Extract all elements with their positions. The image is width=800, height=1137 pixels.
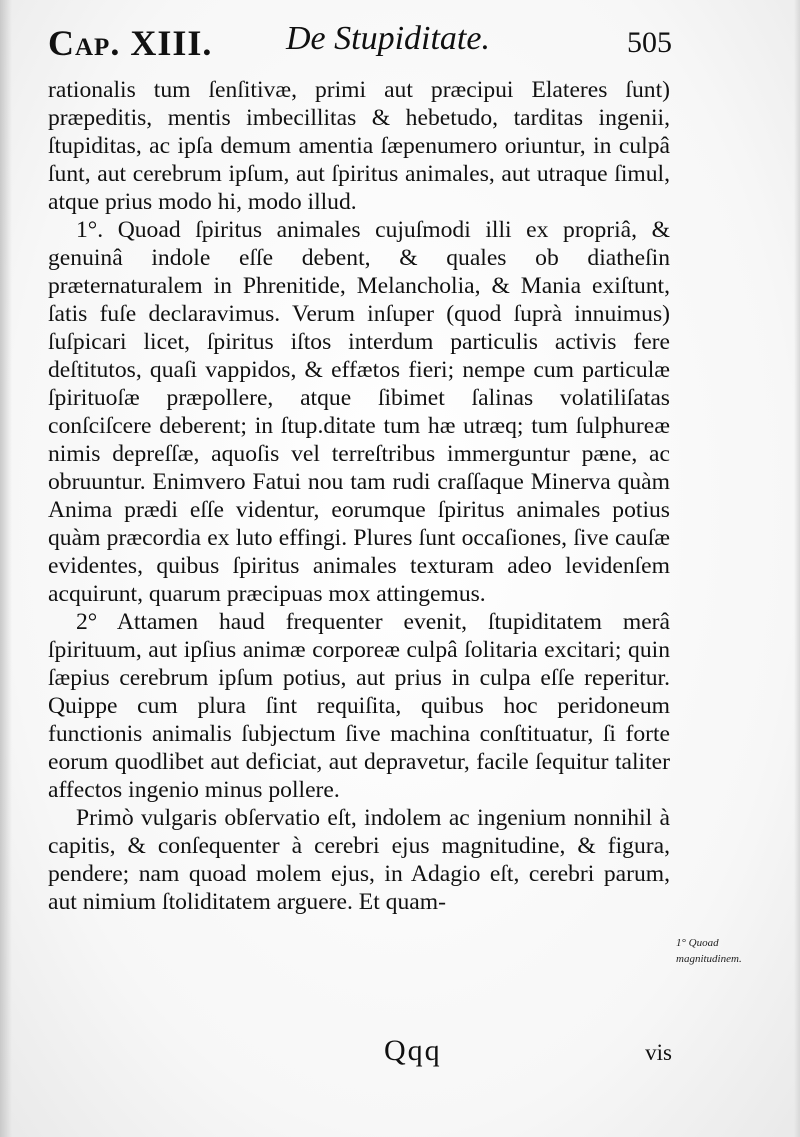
paragraph-3: 2° Attamen haud frequenter evenit, ſtupiditatem merâ ſpirituum, aut ipſius animæ corporeæ culpâ ſolitaria excitari; quin ſæpius cerebrum ipſum potius, aut prius in culpa eſſe reperitur. Quippe cum plura ſint requiſita, quibus hoc peridoneum functionis animalis ſubjectum ſive machina conſtituatur, ſi forte eorum quodlibet aut deficiat, aut depravetur, facile ſequitur taliter affectos ingenio minus pollere. [48,609,670,803]
chapter-heading: Cap. XIII. [48,23,213,63]
main-text [48,76,670,1076]
paragraph-1: rationalis tum ſenſitivæ, primi aut præcipui Elateres ſunt) præpeditis, mentis imbecillitas & hebetudo, tarditas ingenii, ſtupiditas, ac ipſa demum amentia ſæpenumero oriuntur, in culpâ ſunt, aut cerebrum ipſum, aut ſpiritus animales, aut utraque ſimul, atque prius modo hi, modo illud. [48,77,670,215]
page-edge [794,0,800,1137]
signature-mark: Qqq [384,1034,442,1067]
page-footer [48,1034,672,1068]
catchword: vis [645,1040,672,1065]
margin-note: 1° Quoad magnitudinem. [676,937,742,965]
page-header [48,18,672,74]
page-number: 505 [627,26,672,59]
paragraph-4: Primò vulgaris obſervatio eſt, indolem ac ingenium nonnihil à capitis, & conſequenter à cerebri ejus magnitudine, & figura, pendere; nam quoad molem ejus, in Adagio eſt, cerebri parum, aut nimium ſtoliditatem arguere. Et quam- [48,805,670,915]
running-title: De Stupiditate. [286,20,490,57]
paragraph-2: 1°. Quoad ſpiritus animales cujuſmodi illi ex propriâ, & genuinâ indole eſſe debent, & quales ob diatheſin præternaturalem in Phrenitide, Melancholia, & Mania exiſtunt, ſatis fuſe declaravimus. Verum inſuper (quod ſuprà innuimus) ſuſpicari licet, ſpiritus iſtos interdum particulis activis fere deſtitutos, quaſi vappidos, & effætos fieri; nempe cum particulæ ſpirituoſæ præpollere, atque ſibimet ſalinas volatiliſatas conſciſcere deberent; in ſtup.ditate tum hæ utræq; tum ſulphureæ nimis depreſſæ, aquoſis vel terreſtribus immerguntur pæne, ac obruuntur. Enimvero Fatui nou tam rudi craſſaque Minerva quàm Anima prædi eſſe videntur, eorumque ſpiritus animales potius quàm præcordia ex luto effingi. Plures ſunt occaſiones, ſive cauſæ evidentes, quibus ſpiritus animales texturam adeo levidenſem acquirunt, quarum præcipuas mox attingemus. [48,217,670,607]
binding-edge [0,0,12,1137]
